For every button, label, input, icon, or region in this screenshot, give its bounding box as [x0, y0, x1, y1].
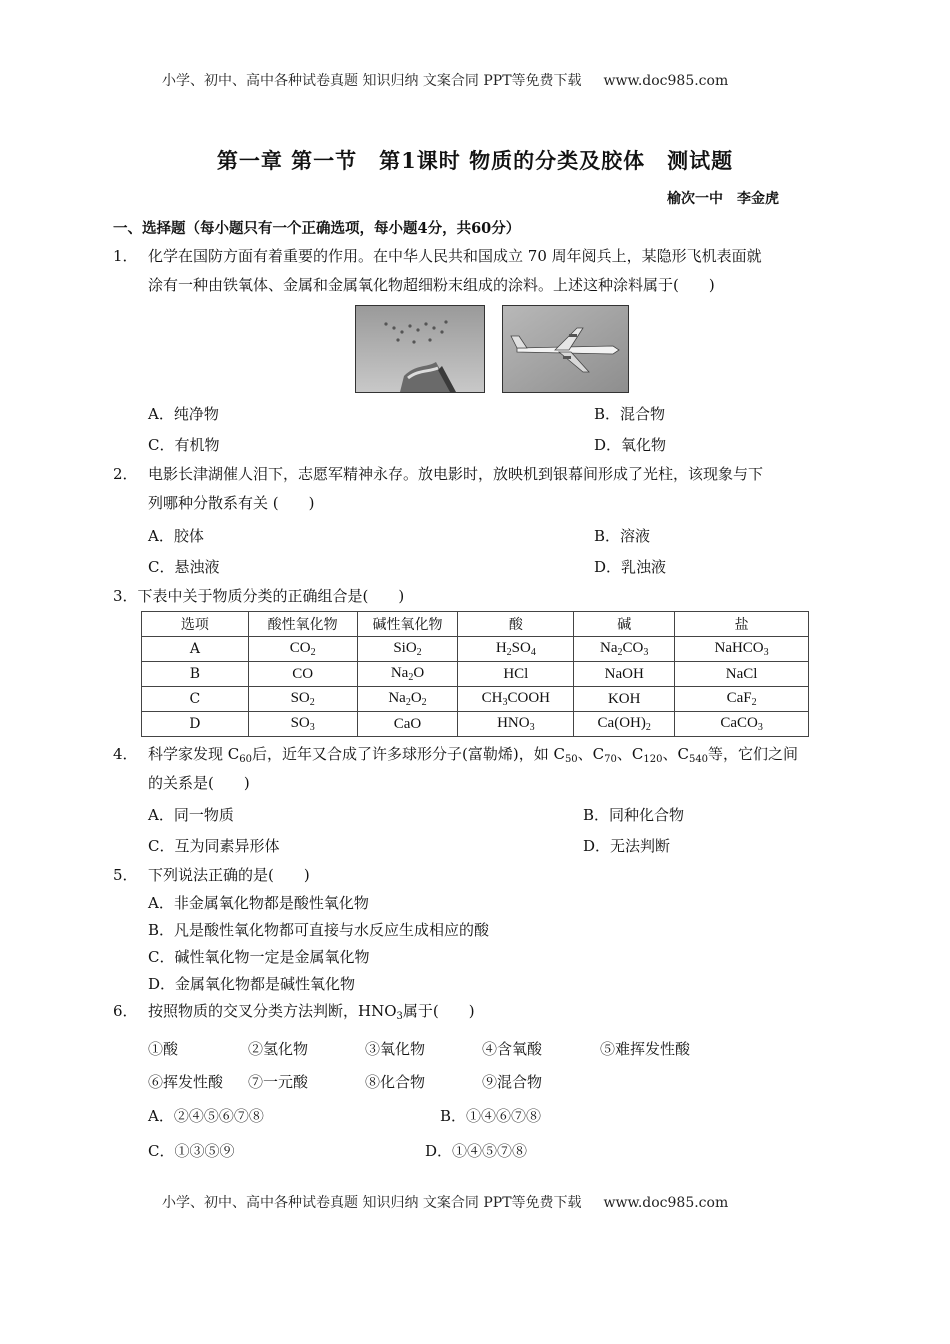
question-text: 涂有一种由铁氧体、金属和金属氧化物超细粉末组成的涂料。上述这种涂料属于( ) — [148, 276, 715, 294]
option-a[interactable]: A．非金属氧化物都是酸性氧化物 — [148, 894, 369, 912]
table-header-cell: 盐 — [675, 612, 809, 637]
table-cell — [458, 687, 574, 712]
option-c[interactable]: C．有机物 — [148, 436, 220, 454]
formula-part: SO — [511, 640, 531, 656]
formula-subscript: 2 — [405, 697, 411, 708]
table-cell — [248, 637, 357, 662]
option-c[interactable]: C．互为同素异形体 — [148, 837, 280, 855]
formula-part: H — [495, 640, 507, 656]
item-2: ②氢化物 — [248, 1040, 309, 1058]
q4-sub-60: 60 — [239, 754, 252, 765]
table-cell — [142, 662, 249, 687]
formula-part: HCl — [503, 665, 529, 682]
formula-part: Na — [390, 665, 409, 681]
author: 榆次一中 李金虎 — [667, 191, 779, 207]
item-8: ⑧化合物 — [365, 1073, 426, 1091]
item-5: ⑤难挥发性酸 — [600, 1040, 691, 1058]
section-heading: 一、选择题（每小题只有一个正确选项，每小题4分，共60分） — [113, 220, 521, 237]
option-d[interactable]: D．①④⑤⑦⑧ — [425, 1142, 528, 1160]
formula-subscript: 2 — [617, 647, 623, 658]
formula-part: CaCO — [720, 715, 758, 731]
formula-part: C — [189, 691, 201, 707]
q4-sub-70: 70 — [604, 754, 617, 765]
item-1: ①酸 — [148, 1040, 179, 1058]
formula-subscript: 2 — [408, 672, 414, 683]
formula-part: NaOH — [604, 665, 644, 682]
q4-sep: 、C — [662, 745, 689, 763]
option-a[interactable]: A．同一物质 — [148, 806, 234, 824]
table-cell — [675, 687, 809, 712]
table-cell — [142, 712, 249, 737]
question-text: 下列说法正确的是( ) — [148, 866, 310, 884]
question-number: 6． — [113, 1002, 138, 1020]
question-text: 的关系是( ) — [148, 774, 250, 792]
question-text: 电影长津湖催人泪下，志愿军精神永存。放电影时，放映机到银幕间形成了光柱，该现象与下 — [148, 465, 764, 483]
option-c[interactable]: C．悬浊液 — [148, 558, 220, 576]
formula-subscript: 3 — [529, 722, 535, 733]
option-c[interactable]: C．碱性氧化物一定是金属氧化物 — [148, 948, 370, 966]
classification-table — [141, 611, 809, 737]
item-9: ⑨混合物 — [482, 1073, 543, 1091]
formula-subscript: 3 — [309, 722, 315, 733]
item-7: ⑦一元酸 — [248, 1073, 309, 1091]
formula-part: O — [410, 690, 422, 706]
formula-part: Na — [600, 640, 618, 656]
formula-subscript: 3 — [757, 722, 763, 733]
question-number: 1． — [113, 247, 138, 265]
banner-url[interactable]: www.doc985.com — [603, 1195, 729, 1211]
option-b[interactable]: B．溶液 — [594, 527, 651, 545]
table-cell — [675, 637, 809, 662]
formula-part: HNO — [497, 715, 530, 731]
table-cell — [357, 687, 458, 712]
table-cell — [458, 637, 574, 662]
table-cell — [248, 712, 357, 737]
table-header-row — [142, 612, 809, 637]
option-d[interactable]: D．无法判断 — [583, 837, 671, 855]
formula-subscript: 2 — [309, 697, 315, 708]
q6-text-post: 属于( ) — [402, 1002, 475, 1020]
formula-subscript: 2 — [310, 647, 316, 658]
table-cell — [574, 687, 675, 712]
table-cell — [248, 662, 357, 687]
item-6: ⑥挥发性酸 — [148, 1073, 224, 1091]
table-cell — [574, 637, 675, 662]
formula-subscript: 3 — [502, 697, 508, 708]
formula-part: SiO — [393, 640, 417, 656]
formula-subscript: 2 — [751, 697, 757, 708]
formula-part: NaCl — [725, 665, 758, 682]
formula-part: O — [413, 665, 425, 681]
table-row — [142, 637, 809, 662]
option-a[interactable]: A．纯净物 — [148, 405, 219, 423]
formula-subscript: 4 — [530, 647, 536, 658]
option-b[interactable]: B．凡是酸性氧化物都可直接与水反应生成相应的酸 — [148, 921, 490, 939]
formula-part: SO — [290, 690, 310, 706]
formula-part: KOH — [607, 690, 641, 707]
table-row — [142, 662, 809, 687]
banner-url[interactable]: www.doc985.com — [603, 73, 729, 89]
table-cell — [675, 662, 809, 687]
question-text — [148, 997, 475, 1031]
formula-part: COOH — [507, 690, 551, 706]
parade-photo-graphic — [356, 306, 484, 392]
formula-subscript: 3 — [643, 647, 649, 658]
q4-sub-50: 50 — [564, 754, 578, 765]
question-number: 5． — [113, 866, 138, 884]
option-d[interactable]: D．金属氧化物都是碱性氧化物 — [148, 975, 356, 993]
table-cell — [574, 712, 675, 737]
q4-sub-120: 120 — [643, 754, 663, 765]
option-a[interactable]: A．胶体 — [148, 527, 204, 545]
formula-part: CaO — [393, 715, 422, 732]
table-header-cell: 碱性氧化物 — [357, 612, 458, 637]
question-number: 2． — [113, 465, 138, 483]
banner-text: 小学、初中、高中各种试卷真题 知识归纳 文案合同 PPT等免费下载 — [162, 1195, 582, 1211]
table-cell — [142, 687, 249, 712]
formula-subscript: 2 — [645, 722, 651, 733]
table-row — [142, 687, 809, 712]
header-banner — [162, 70, 728, 90]
q6-sub: 3 — [396, 1011, 403, 1022]
table-row — [142, 712, 809, 737]
formula-part: NaHCO — [714, 640, 764, 656]
option-d[interactable]: D．氧化物 — [594, 436, 667, 454]
table-cell — [357, 662, 458, 687]
q4-sub-540: 540 — [688, 754, 709, 765]
table-header-cell: 酸性氧化物 — [248, 612, 357, 637]
q4-text-mid: 后，近年又合成了许多球形分子(富勒烯)，如 C — [251, 745, 565, 763]
formula-subscript: 2 — [506, 647, 512, 658]
item-3: ③氧化物 — [365, 1040, 426, 1058]
question-text: 列哪种分散系有关 ( ) — [148, 494, 315, 512]
formula-part: SO — [290, 715, 310, 731]
formula-part: CO — [622, 640, 644, 656]
question-text: 化学在国防方面有着重要的作用。在中华人民共和国成立 70 周年阅兵上，某隐形飞机表面就 — [148, 247, 762, 265]
table-cell — [357, 637, 458, 662]
item-4: ④含氧酸 — [482, 1040, 543, 1058]
option-a[interactable]: A．②④⑤⑥⑦⑧ — [148, 1107, 264, 1125]
table-cell — [458, 662, 574, 687]
q4-text-post: 等，它们之间 — [708, 745, 799, 763]
formula-part: A — [189, 641, 200, 657]
formula-part: CH — [481, 690, 503, 706]
formula-part: CaF — [726, 690, 752, 706]
formula-subscript: 2 — [421, 697, 427, 708]
table-header-cell: 选项 — [142, 612, 249, 637]
formula-part: Na — [388, 690, 406, 706]
q4-sep: 、C — [616, 745, 644, 763]
option-d[interactable]: D．乳浊液 — [594, 558, 667, 576]
option-b[interactable]: B．①④⑥⑦⑧ — [440, 1107, 542, 1125]
table-header-cell: 酸 — [458, 612, 574, 637]
formula-part: Ca(OH) — [597, 715, 646, 731]
banner-text: 小学、初中、高中各种试卷真题 知识归纳 文案合同 PPT等免费下载 — [162, 73, 582, 89]
q4-text-pre: 科学家发现 C — [148, 745, 240, 763]
table-cell — [248, 687, 357, 712]
formula-part: D — [189, 716, 201, 732]
table-cell — [574, 662, 675, 687]
table-cell — [458, 712, 574, 737]
question-number: 4． — [113, 745, 138, 763]
q6-text-pre: 按照物质的交叉分类方法判断，HNO — [148, 1002, 397, 1020]
table-header-cell: 碱 — [574, 612, 675, 637]
airplane-photo-graphic — [503, 306, 628, 392]
parade-flyover-photo — [355, 305, 485, 393]
formula-subscript: 3 — [763, 647, 769, 658]
question-text: 3．下表中关于物质分类的正确组合是( ) — [113, 587, 405, 605]
formula-part: CO — [289, 640, 311, 656]
table-cell — [357, 712, 458, 737]
option-b[interactable]: B．同种化合物 — [583, 806, 685, 824]
airplane-photo — [502, 305, 629, 393]
table-cell — [142, 637, 249, 662]
q4-sep: 、C — [577, 745, 605, 763]
page-title: 第一章 第一节 第1课时 物质的分类及胶体 测试题 — [216, 148, 734, 173]
option-c[interactable]: C．①③⑤⑨ — [148, 1142, 235, 1160]
option-b[interactable]: B．混合物 — [594, 405, 666, 423]
formula-subscript: 2 — [416, 647, 422, 658]
table-cell — [675, 712, 809, 737]
footer-banner — [162, 1192, 728, 1212]
formula-part: B — [189, 666, 201, 682]
formula-part: CO — [292, 665, 314, 682]
